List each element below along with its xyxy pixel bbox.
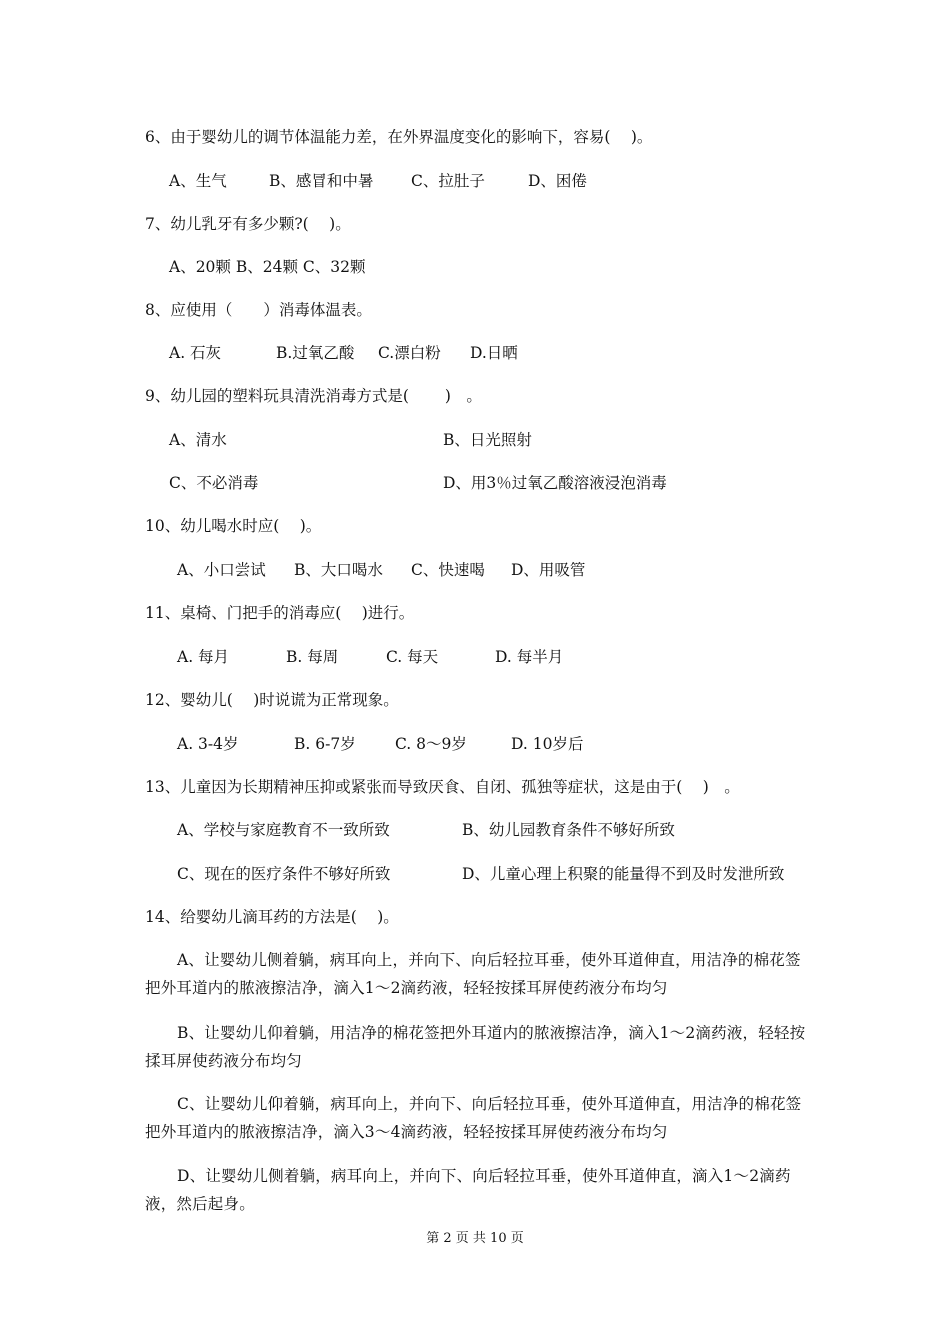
question-7-options: A、20颗 B、24颗 C、32颗 <box>169 258 366 276</box>
option-d: D、用3％过氧乙酸溶液浸泡消毒 <box>443 474 667 492</box>
option-c: C、现在的医疗条件不够好所致 <box>177 865 391 883</box>
option-c: C、不必消毒 <box>169 474 259 492</box>
option-d: D、困倦 <box>528 172 587 190</box>
question-6-stem: 6、由于婴幼儿的调节体温能力差，在外界温度变化的影响下，容易( )。 <box>145 128 653 146</box>
option-d: D.日晒 <box>470 344 518 362</box>
option-c: C、拉肚子 <box>411 172 485 190</box>
question-13-stem: 13、儿童因为长期精神压抑或紧张而导致厌食、自闭、孤独等症状，这是由于( ) 。 <box>145 778 740 796</box>
question-11-stem: 11、桌椅、门把手的消毒应( )进行。 <box>145 604 415 622</box>
option-b: B、感冒和中暑 <box>269 172 374 190</box>
option-b: B. 6-7岁 <box>294 735 356 753</box>
option-b: B、大口喝水 <box>294 561 383 579</box>
option-a: A、生气 <box>169 172 227 190</box>
option-b: B、日光照射 <box>443 431 532 449</box>
option-b: B.过氧乙酸 <box>276 344 355 362</box>
question-14-option-d: D、让婴幼儿侧着躺，病耳向上，并向下、向后轻拉耳垂，使外耳道伸直，滴入1～2滴药液，然后起身。 <box>145 1167 791 1213</box>
option-a: A、清水 <box>169 431 227 449</box>
question-8-stem: 8、应使用（ ）消毒体温表。 <box>145 301 372 319</box>
option-d: D、用吸管 <box>511 561 586 579</box>
option-a: A、小口尝试 <box>177 561 266 579</box>
option-c: C、快速喝 <box>411 561 485 579</box>
option-c: C. 每天 <box>386 648 439 666</box>
option-d: D. 每半月 <box>495 648 564 666</box>
option-b: B、幼儿园教育条件不够好所致 <box>462 821 675 839</box>
option-c: C.漂白粉 <box>378 344 441 362</box>
option-a: A. 石灰 <box>169 344 222 362</box>
question-14-option-c: C、让婴幼儿仰着躺，病耳向上，并向下、向后轻拉耳垂，使外耳道伸直，用洁净的棉花签把外耳道内的脓液擦洁净，滴入3～4滴药液，轻轻按揉耳屏使药液分布均匀 <box>145 1095 802 1141</box>
option-a: A. 每月 <box>177 648 230 666</box>
option-b: B. 每周 <box>286 648 339 666</box>
option-a: A. 3-4岁 <box>177 735 239 753</box>
option-d: D、儿童心理上积聚的能量得不到及时发泄所致 <box>462 865 785 883</box>
option-a: A、学校与家庭教育不一致所致 <box>177 821 390 839</box>
question-9-stem: 9、幼儿园的塑料玩具清洗消毒方式是( ) 。 <box>145 387 482 405</box>
question-14-option-b: B、让婴幼儿仰着躺，用洁净的棉花签把外耳道内的脓液擦洁净，滴入1～2滴药液，轻轻按揉耳屏使药液分布均匀 <box>145 1024 806 1070</box>
question-10-stem: 10、幼儿喝水时应( )。 <box>145 517 322 535</box>
option-d: D. 10岁后 <box>511 735 584 753</box>
option-c: C. 8～9岁 <box>395 735 467 753</box>
question-7-stem: 7、幼儿乳牙有多少颗?( )。 <box>145 215 351 233</box>
question-14-stem: 14、给婴幼儿滴耳药的方法是( )。 <box>145 908 399 926</box>
question-12-stem: 12、婴幼儿( )时说谎为正常现象。 <box>145 691 399 709</box>
question-14-option-a: A、让婴幼儿侧着躺，病耳向上，并向下、向后轻拉耳垂，使外耳道伸直，用洁净的棉花签把外耳道内的脓液擦洁净，滴入1～2滴药液，轻轻按揉耳屏使药液分布均匀 <box>145 951 801 997</box>
page-number: 第 2 页 共 10 页 <box>426 1231 524 1246</box>
